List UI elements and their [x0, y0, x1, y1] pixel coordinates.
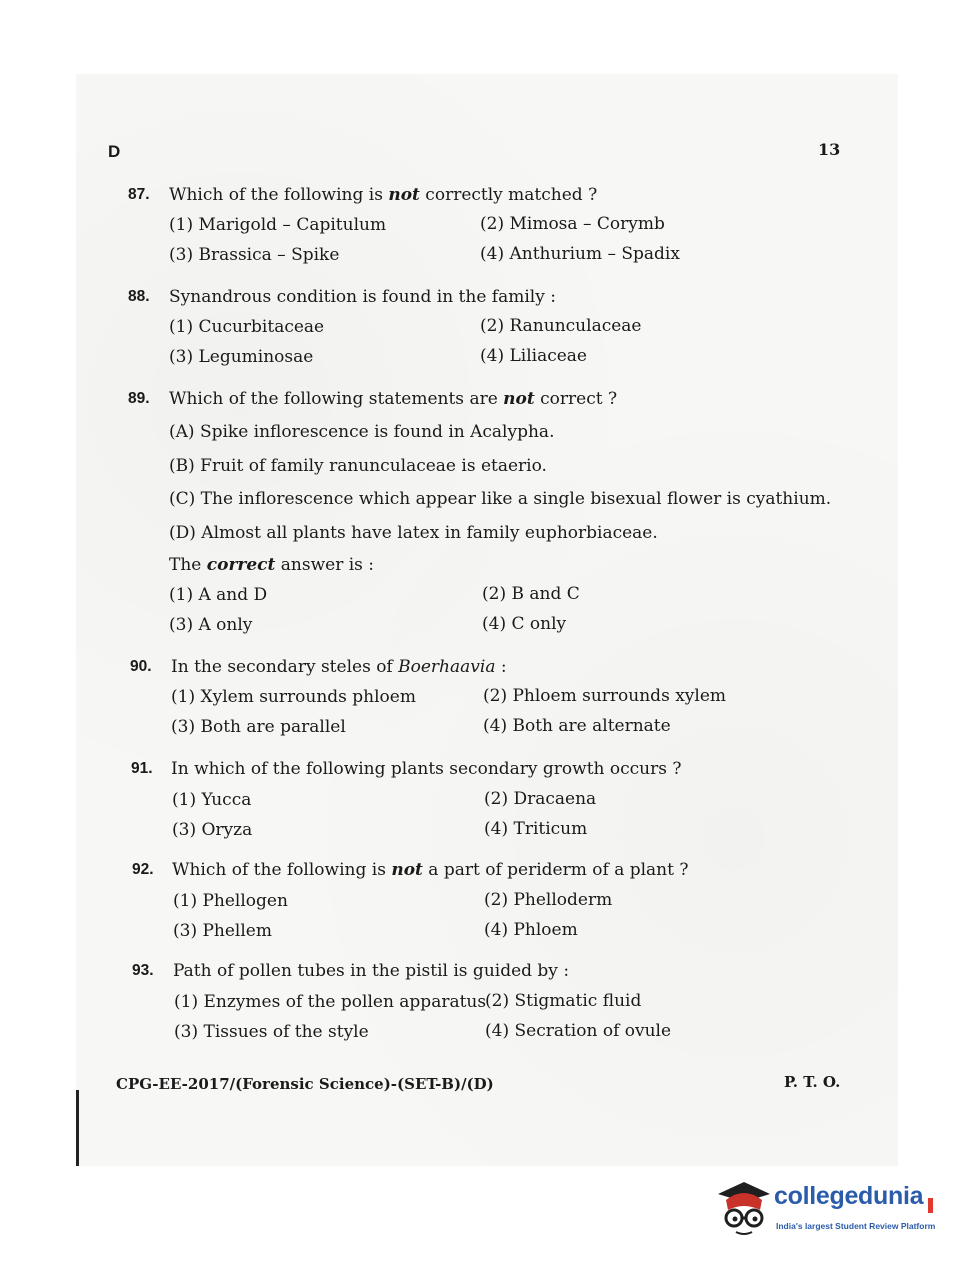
option-1: (1) Xylem surrounds phloem — [171, 687, 416, 707]
option-4: (4) Secration of ovule — [485, 1021, 672, 1041]
set-mark: D — [108, 142, 121, 161]
answer-prompt: The correct answer is : — [169, 555, 375, 575]
collegedunia-logo — [714, 1176, 944, 1236]
option-2: (2) Mimosa – Corymb — [480, 214, 665, 234]
question-stem: Which of the following is not a part of periderm of a plant ? — [172, 860, 689, 880]
statement-c: (C) The inflorescence which appear like a single bisexual flower is cyathium. — [169, 489, 832, 509]
option-1: (1) A and D — [169, 585, 268, 605]
question-number: 93. — [132, 962, 154, 979]
option-4: (4) Both are alternate — [483, 716, 671, 736]
option-3: (3) Brassica – Spike — [169, 245, 340, 265]
question-stem: Which of the following statements are not correct ? — [169, 389, 618, 409]
pto-label: P. T. O. — [784, 1073, 841, 1091]
option-2: (2) Ranunculaceae — [480, 316, 642, 336]
option-3: (3) A only — [169, 615, 253, 635]
question-number: 88. — [128, 288, 150, 305]
option-1: (1) Phellogen — [173, 891, 288, 911]
mascot-icon — [714, 1176, 774, 1236]
option-2: (2) Phloem surrounds xylem — [483, 686, 727, 706]
brand-name: collegedunia — [774, 1182, 924, 1210]
option-3: (3) Tissues of the style — [174, 1022, 369, 1042]
question-number: 89. — [128, 390, 150, 407]
question-stem: Which of the following is not correctly matched ? — [169, 185, 598, 205]
question-number: 91. — [131, 760, 153, 777]
option-3: (3) Phellem — [173, 921, 272, 941]
question-number: 90. — [130, 658, 152, 675]
question-stem: In which of the following plants secondary growth occurs ? — [171, 759, 682, 779]
question-stem: Synandrous condition is found in the family : — [169, 287, 556, 307]
option-4: (4) Liliaceae — [480, 346, 587, 366]
question-number: 92. — [132, 861, 154, 878]
option-1: (1) Cucurbitaceae — [169, 317, 325, 337]
option-2: (2) Stigmatic fluid — [485, 991, 642, 1011]
option-4: (4) C only — [482, 614, 567, 634]
option-3: (3) Leguminosae — [169, 347, 314, 367]
question-stem: Path of pollen tubes in the pistil is guided by : — [173, 961, 570, 981]
question-stem: In the secondary steles of Boerhaavia : — [171, 657, 507, 677]
option-2: (2) Phelloderm — [484, 890, 613, 910]
statement-b: (B) Fruit of family ranunculaceae is etaerio. — [169, 456, 547, 476]
brand-accent — [928, 1198, 933, 1213]
option-4: (4) Anthurium – Spadix — [480, 244, 680, 264]
question-number: 87. — [128, 186, 150, 203]
statement-d: (D) Almost all plants have latex in family euphorbiaceae. — [169, 523, 658, 543]
option-1: (1) Marigold – Capitulum — [169, 215, 387, 235]
scan-edge-mark — [76, 1090, 79, 1166]
option-1: (1) Enzymes of the pollen apparatus — [174, 992, 487, 1012]
paper-code: CPG-EE-2017/(Forensic Science)-(SET-B)/(D) — [116, 1075, 494, 1093]
statement-a: (A) Spike inflorescence is found in Acalypha. — [169, 422, 555, 442]
option-4: (4) Phloem — [484, 920, 578, 940]
brand-tagline: India's largest Student Review Platform — [776, 1221, 936, 1231]
page-number: 13 — [818, 140, 841, 159]
option-1: (1) Yucca — [172, 790, 252, 810]
option-3: (3) Oryza — [172, 820, 253, 840]
option-2: (2) Dracaena — [484, 789, 597, 809]
option-3: (3) Both are parallel — [171, 717, 346, 737]
option-4: (4) Triticum — [484, 819, 588, 839]
option-2: (2) B and C — [482, 584, 580, 604]
